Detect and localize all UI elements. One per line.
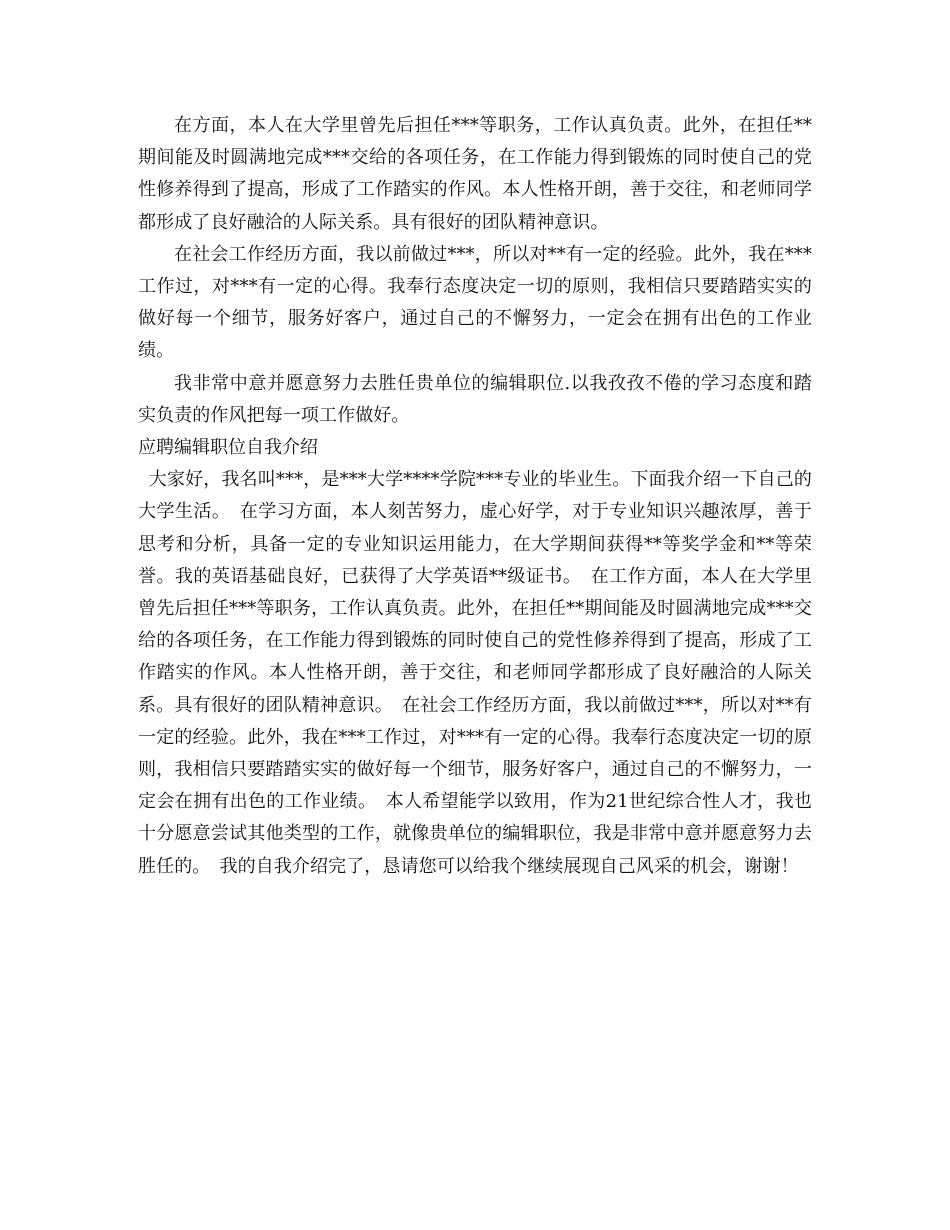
document-page xyxy=(138,110,812,883)
paragraph-work-experience: 在方面，本人在大学里曾先后担任***等职务，工作认真负责。此外，在担任**期间能及时圆满地完成***交给的各项任务，在工作能力得到锻炼的同时使自己的党性修养得到了提高，形成了工作踏实的作风。本人性格开朗，善于交往，和老师同学都形成了良好融洽的人际关系。具有很好的团队精神意识。 xyxy=(138,115,812,233)
paragraph-job-intent: 我非常中意并愿意努力去胜任贵单位的编辑职位.以我孜孜不倦的学习态度和踏实负责的作风把每一项工作做好。 xyxy=(138,372,812,426)
paragraph-social-experience: 在社会工作经历方面，我以前做过***，所以对**有一定的经验。此外，我在***工作过，对***有一定的心得。我奉行态度决定一切的原则，我相信只要踏踏实实的做好每一个细节，服务好客户，通过自己的不懈努力，一定会在拥有出色的工作业绩。 xyxy=(138,243,812,362)
paragraph-self-introduction: 大家好，我名叫***，是***大学****学院***专业的毕业生。下面我介绍一下自己的大学生活。 在学习方面，本人刻苦努力，虚心好学，对于专业知识兴趣浓厚，善于思考和分析，具备一定的专业知识运用能力，在大学期间获得**等奖学金和**等荣誉。我的英语基础良好，已获得了大学英语**级证书。 在工作方面，本人在大学里曾先后担任***等职务，工作认真负责。此外，在担任**期间能及时圆满地完成***交给的各项任务，在工作能力得到锻炼的同时使自己的党性修养得到了提高，形成了工作踏实的作风。本人性格开朗，善于交往，和老师同学都形成了良好融洽的人际关系。具有很好的团队精神意识。 在社会工作经历方面，我以前做过***，所以对**有一定的经验。此外，我在***工作过，对***有一定的心得。我奉行态度决定一切的原则，我相信只要踏踏实实的做好每一个细节，服务好客户，通过自己的不懈努力，一定会在拥有出色的工作业绩。 本人希望能学以致用，作为21世纪综合性人才，我也十分愿意尝试其他类型的工作，就像贵单位的编辑职位，我是非常中意并愿意努力去胜任的。 我的自我介绍完了，恳请您可以给我个继续展现自己风采的机会，谢谢！ xyxy=(138,469,812,877)
section-heading: 应聘编辑职位自我介绍 xyxy=(138,437,318,459)
